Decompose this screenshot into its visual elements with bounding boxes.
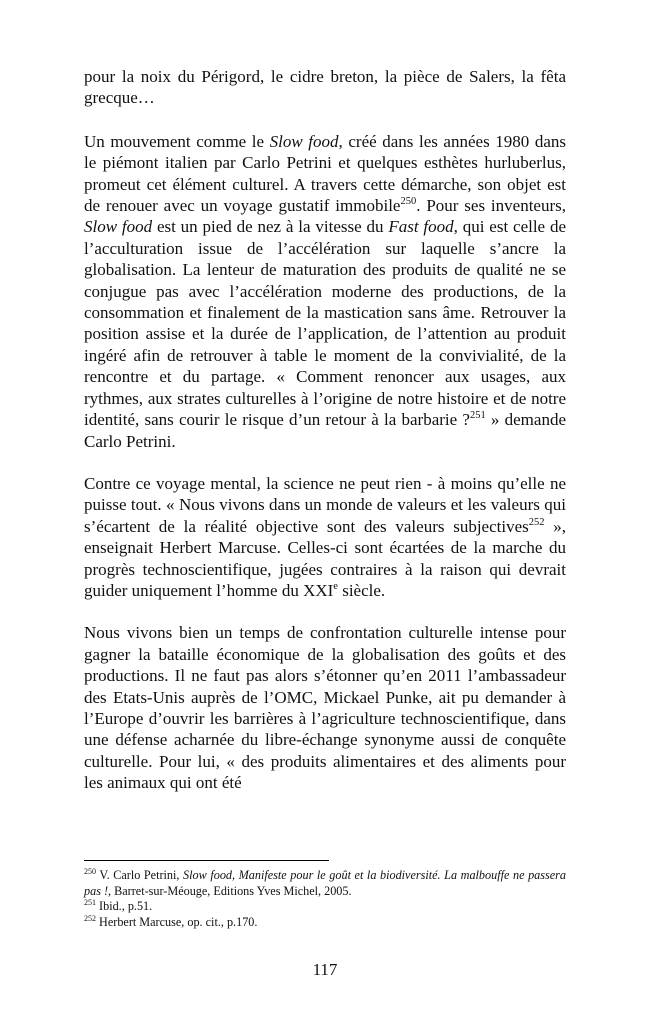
footnote-text: , Barret-sur-Méouge, Editions Yves Michel, 2005. — [108, 883, 352, 898]
paragraph-2 — [84, 131, 566, 452]
footnote-250 — [84, 868, 566, 899]
paragraph-2-text: , qui est celle de l’acculturation issue de l’accélération sur laquelle s’ancre la globalisation. La lenteur de maturation des produits de qualité ne se conjugue pas avec l’accélération moderne des productions, de la consommation et finalement de la mastication sans âme. Retrouver la position assise et la durée de l’application, de l’attention au produit ingéré afin de retrouver à table le moment de la convivialité, de la rencontre et du partage. « Comment renoncer aux usages, aux rythmes, aux strates culturelles à l’origine de notre histoire et de notre identité, sans courir le risque d’un retour à la barbarie ? — [84, 217, 566, 430]
footnote-number: 251 — [84, 898, 96, 908]
paragraph-4-text: Nous vivons bien un temps de confrontation culturelle intense pour gagner la bataille économique de la globalisation des goûts et des productions. Il ne faut pas alors s’étonner qu’en 2011 l’ambassadeur des Etats-Unis auprès de l’OMC, Mickael Punke, ait pu demander à l’Europe d’ouvrir les barrières à l’agriculture technoscientifique, dans une défense acharnée du libre-échange synonyme aussi de conquête culturelle. Pour lui, « des produits alimentaires et des aliments pour les animaux qui ont été — [84, 623, 566, 793]
footnote-ref-252[interactable]: 252 — [528, 516, 545, 528]
century-superscript: e — [333, 580, 338, 592]
paragraph-4 — [84, 622, 566, 793]
footnote-text: Ibid., p.51. — [96, 899, 153, 914]
footnote-ref-251[interactable]: 251 — [469, 410, 486, 422]
page-body — [84, 66, 566, 815]
paragraph-3-text: Contre ce voyage mental, la science ne peut rien - à moins qu’elle ne puisse tout. « Nous vivons dans un monde de valeurs et les valeurs qui s’écartent de la réalité objective sont des valeurs subjectives — [84, 473, 566, 536]
slow-food-italic: Slow food — [269, 131, 339, 151]
paragraph-2-text: . Pour ses inventeurs, — [416, 196, 566, 216]
paragraph-3 — [84, 473, 566, 601]
slow-food-italic: Slow food — [84, 217, 153, 237]
footnote-title: Slow food, Manifeste pour le goût et la biodiversité. La malbouffe ne passera pas ! — [84, 868, 566, 898]
paragraph-2-text: est un pied de nez à la vitesse du — [152, 217, 389, 237]
footnote-text: V. Carlo Petrini, — [96, 868, 184, 882]
paragraph-2-text: , créé dans les années 1980 dans le piémont italien par Carlo Petrini et quelques esthètes hurluberlus, promeut cet élément culturel. A travers cette démarche, son objet est de renouer avec un voyage gustatif immobile — [84, 131, 566, 216]
paragraph-3-text: », enseignait Herbert Marcuse. Celles-ci sont écartées de la marche du progrès technoscientifique, jugées contraires à la raison qui devrait guider uniquement l’homme du XXI — [84, 516, 567, 600]
paragraph-1-text: pour la noix du Périgord, le cidre breton, la pièce de Salers, la fêta grecque… — [84, 67, 566, 108]
paragraph-2-text: Un mouvement comme le — [84, 131, 270, 151]
footnote-text: Herbert Marcuse, op. cit., p.170. — [96, 914, 258, 929]
footnote-252 — [84, 915, 566, 931]
paragraph-2-text: » demande Carlo Petrini. — [84, 410, 566, 451]
footnote-number: 250 — [84, 867, 96, 876]
fast-food-italic: Fast food — [388, 217, 454, 237]
paragraph-1 — [84, 66, 566, 109]
footnote-separator — [84, 860, 329, 861]
paragraph-3-text: siècle. — [337, 580, 386, 600]
page-number: 117 — [312, 960, 338, 979]
footnote-ref-250[interactable]: 250 — [400, 196, 417, 208]
footnotes — [84, 868, 566, 930]
footnote-number: 252 — [84, 913, 96, 923]
footnote-251 — [84, 899, 566, 915]
